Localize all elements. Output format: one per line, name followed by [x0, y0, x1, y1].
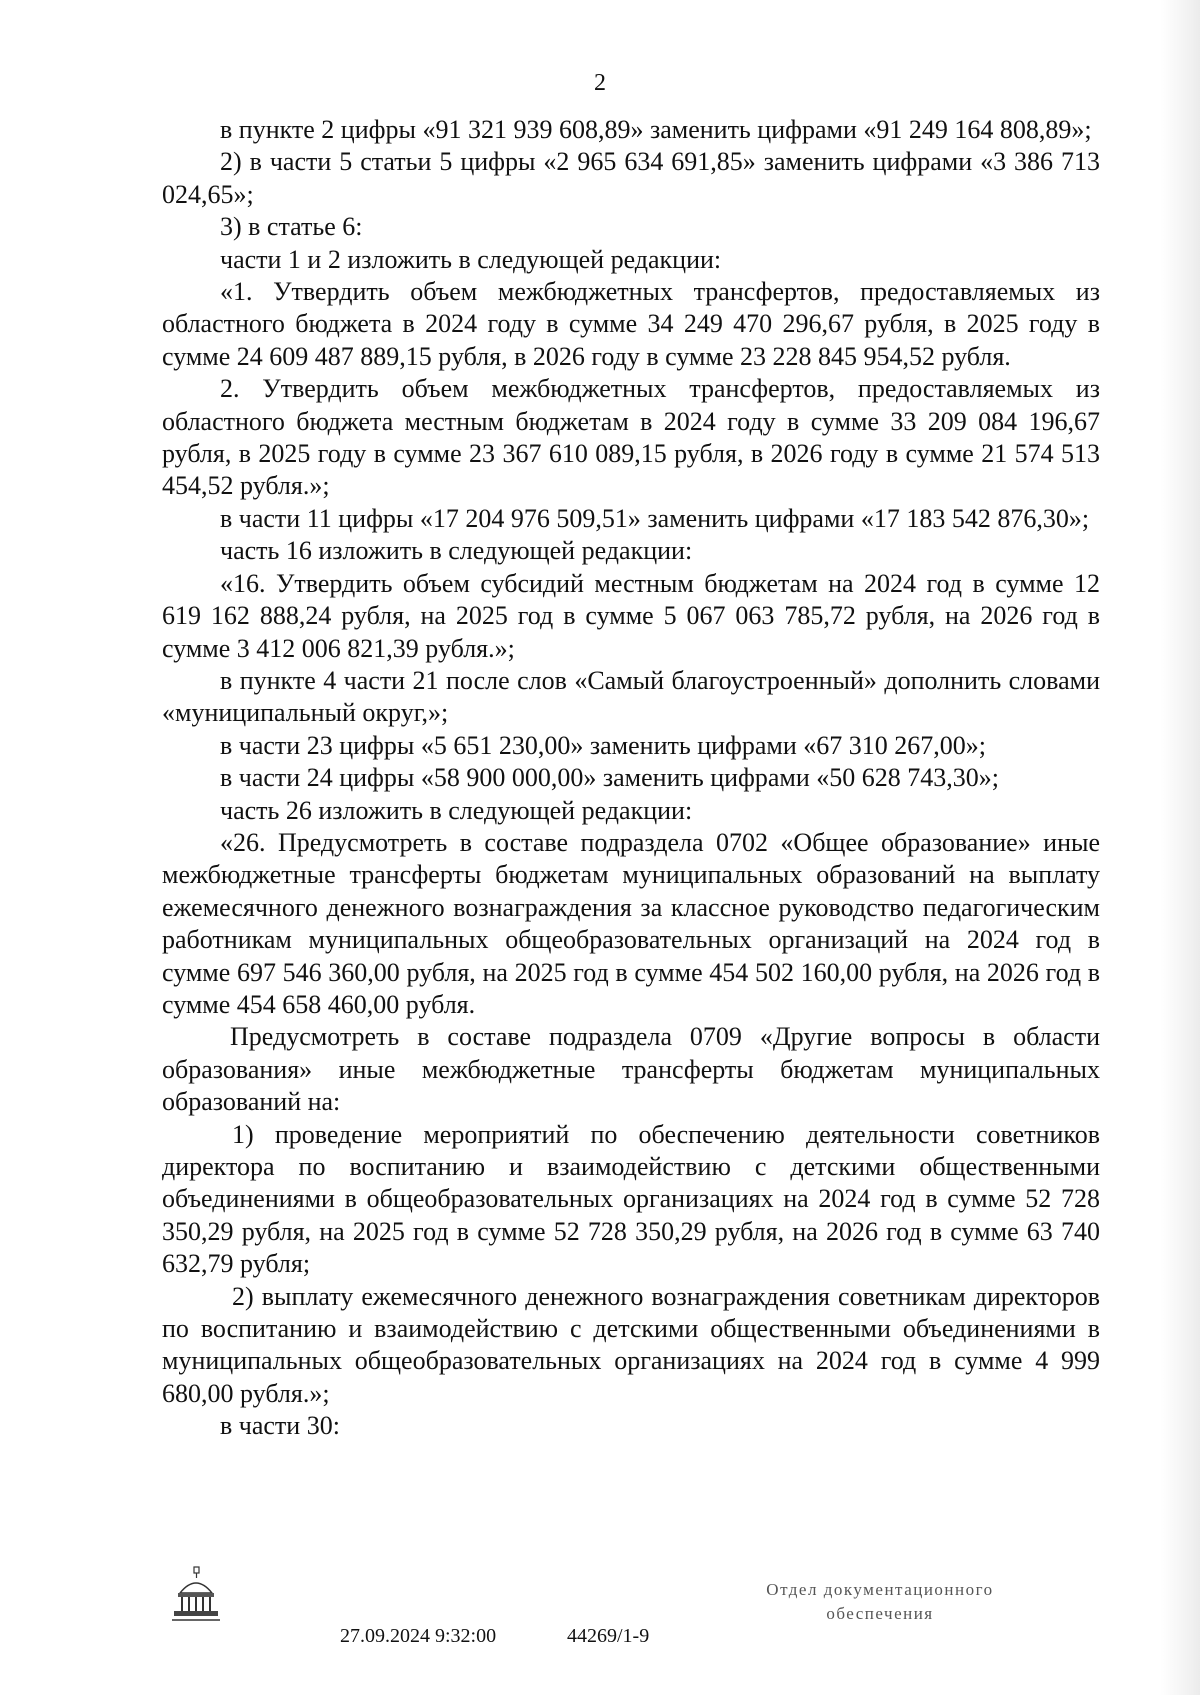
paragraph-12: в части 24 цифры «58 900 000,00» заменить цифрами «50 628 743,30»; — [220, 763, 1000, 793]
paragraph-10: в пункте 4 части 21 после слов «Самый благоустроенный» дополнить словами «муниципальный округ,»; — [162, 665, 1100, 728]
page-number: 2 — [594, 70, 606, 96]
paragraph-3: 3) в статье 6: — [220, 212, 363, 242]
duma-logo-icon — [170, 1565, 222, 1623]
paragraph-16: 1) проведение мероприятий по обеспечению деятельности советников директора по воспитанию и взаимодействию с детскими общественными объединениями в общеобразовательных организациях на 2024 год в сумме 52 728 350,29 рубля, на 2025 год в сумме 52 728 350,29 рубля, на 2026 год в сумме 63 740 632,79 рубля; — [162, 1119, 1100, 1279]
paragraph-9: «16. Утвердить объем субсидий местным бюджетам на 2024 год в сумме 12 619 162 888,24 рубля, на 2025 год в сумме 5 067 063 785,72 рубля, на 2026 год в сумме 3 412 006 821,39 рубля.»; — [162, 568, 1100, 663]
paragraph-18: в части 30: — [220, 1411, 340, 1441]
paragraph-11: в части 23 цифры «5 651 230,00» заменить цифрами «67 310 267,00»; — [220, 730, 987, 760]
paragraph-17: 2) выплату ежемесячного денежного вознаграждения советникам директоров по воспитанию и взаимодействию с детскими общественными объединениями в муниципальных общеобразовательных организациях на 2024 год в сумме 4 999 680,00 рубля.»; — [162, 1281, 1100, 1408]
paragraph-15: Предусмотреть в составе подраздела 0709 «Другие вопросы в области образования» иные межбюджетные трансферты бюджетам муниципальных образований на: — [162, 1022, 1100, 1117]
scan-edge-shadow — [1160, 0, 1200, 1695]
stamp-line-2: обеспечения — [826, 1604, 934, 1623]
paragraph-14: «26. Предусмотреть в составе подраздела 0702 «Общее образование» иные межбюджетные трансферты бюджетам муниципальных образований на выплату ежемесячного денежного вознаграждения за классное руководство педагогическим работникам муниципальных общеобразовательных организаций на 2024 год в сумме 697 546 360,00 рубля, на 2025 год в сумме 454 502 160,00 рубля, на 2026 год в сумме 454 658 460,00 рубля. — [162, 827, 1100, 1019]
stamp-line-1: Отдел документационного — [766, 1580, 994, 1599]
footer-datetime: 27.09.2024 9:32:00 — [340, 1625, 497, 1647]
paragraph-2: 2) в части 5 статьи 5 цифры «2 965 634 691,85» заменить цифрами «3 386 713 024,65»; — [162, 147, 1100, 209]
paragraph-7: в части 11 цифры «17 204 976 509,51» заменить цифрами «17 183 542 876,30»; — [220, 503, 1090, 533]
paragraph-6: 2. Утвердить объем межбюджетных трансфертов, предоставляемых из областного бюджета местным бюджетам в 2024 году в сумме 33 209 084 196,67 рубля, в 2025 году в сумме 23 367 610 089,15 рубля, в 2026 году в сумме 21 574 513 454,52 рубля.»; — [162, 374, 1100, 501]
paragraph-5: «1. Утвердить объем межбюджетных трансфертов, предоставляемых из областного бюджета в 2024 году в сумме 34 249 470 296,67 рубля, в 2025 году в сумме 24 609 487 889,15 рубля, в 2026 году в сумме 23 228 845 954,52 рубля. — [162, 277, 1100, 371]
paragraph-1: в пункте 2 цифры «91 321 939 608,89» заменить цифрами «91 249 164 808,89»; — [220, 115, 1092, 144]
footer-doc-number: 44269/1-9 — [567, 1625, 650, 1647]
paragraph-8: часть 16 изложить в следующей редакции: — [220, 536, 693, 566]
department-stamp — [730, 1578, 1030, 1626]
paragraph-4: части 1 и 2 изложить в следующей редакции: — [220, 244, 722, 274]
document-body — [162, 114, 1100, 1443]
paragraph-13: часть 26 изложить в следующей редакции: — [220, 795, 693, 825]
